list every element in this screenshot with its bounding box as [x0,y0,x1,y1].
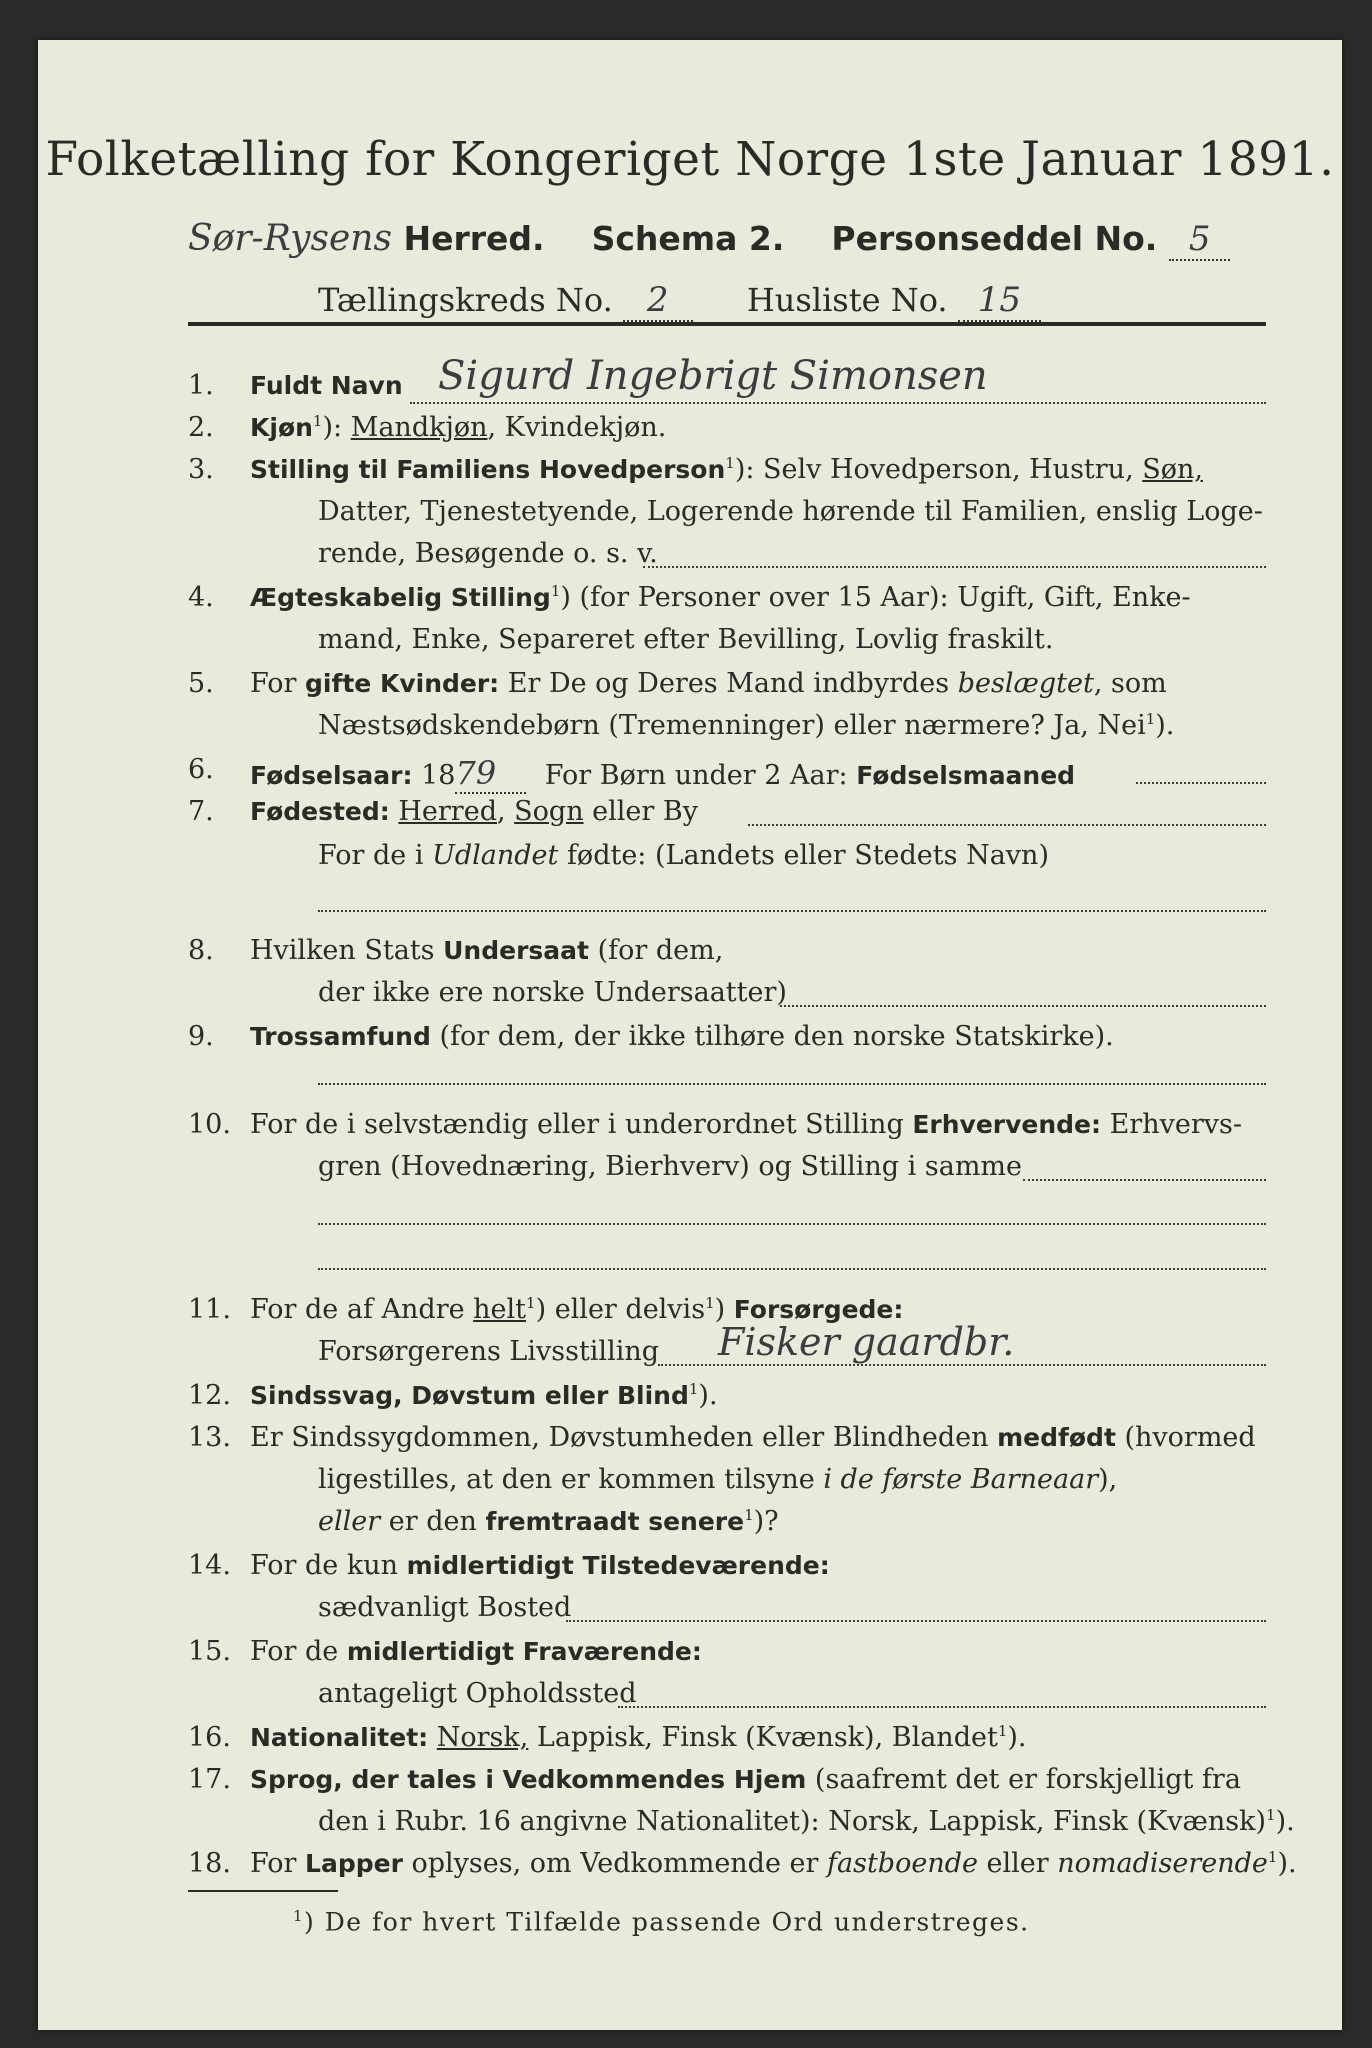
header-line-herred [188,218,1230,259]
text: ) (for Personer over 15 Aar): Ugift, Gift, Enke- [560,582,1191,613]
dotted-line [566,1620,1266,1622]
option-helt: helt [473,1294,527,1325]
footnote-mark: 1 [705,1294,715,1312]
item-gifte-kvinder-cont [318,710,1174,741]
label-fravaerende: midlertidigt Fraværende: [346,1637,702,1666]
text-beslaegtet: beslægtet [957,668,1094,699]
item-sprog [250,1764,1241,1795]
footnote-mark: 1 [725,454,735,472]
text: ): [322,412,351,443]
header-rule [188,322,1266,326]
husliste-label: Husliste No. [746,281,948,319]
option-norsk: Norsk, [436,1722,529,1753]
text: den i Rubr. 16 angivne Nationalitet): Norsk, Lappisk, Finsk (Kvænsk) [318,1806,1267,1837]
label-sindssvag: Sindssvag, Døvstum eller Blind [250,1381,689,1410]
item-undersaat [250,935,723,966]
label-lapper: Lapper [305,1849,403,1878]
item-fodselsaar [250,754,1075,792]
text: For de af Andre [250,1294,474,1325]
text: ) [714,1294,734,1325]
footnote-mark: 1 [293,1907,305,1925]
item-number: 1. [188,370,214,401]
text: ). [1275,1806,1295,1837]
option-herred: Herred [398,796,497,827]
item-erhverv-cont: gren (Hovednæring, Bierhverv) og Stilling i samme [318,1151,1023,1182]
item-fodested [250,796,698,827]
herred-handwritten: Sør-Rysens [188,218,392,259]
personseddel-label: Personseddel No. [831,219,1158,258]
text: Er Sindssygdommen, Døvstumheden eller Blindheden [250,1422,998,1453]
text: For Børn under 2 Aar: [544,760,857,791]
dotted-line [318,1268,1266,1270]
item-number: 6. [188,754,214,785]
text: (for dem, der ikke tilhøre den norske Statskirke). [430,1021,1114,1052]
forsorger-livsstilling-value: Fisker gaardbr. [718,1320,1015,1364]
item-number: 8. [188,935,214,966]
footnote [293,1907,1030,1936]
label-undersaat: Undersaat [443,936,589,965]
item-medfodt-cont2 [318,1506,779,1537]
text: er den [380,1506,486,1537]
text: (saafremt det er forskjelligt fra [806,1764,1241,1795]
footnote-mark: 1 [312,412,323,430]
item-number: 12. [188,1380,231,1411]
herred-label: Herred. [403,219,545,258]
footnote-mark: 1 [1145,710,1156,728]
item-number: 16. [188,1722,231,1753]
item-trossamfund [250,1021,1114,1052]
item-number: 4. [188,582,214,613]
dotted-line [658,1364,1266,1366]
item-number: 2. [188,412,214,443]
label-kjon: Kjøn [250,413,313,442]
option-son: Søn, [1142,454,1203,485]
text: ligestilles, at den er kommen tilsyne [318,1464,824,1495]
item-fodested-cont [318,840,1049,871]
item-number: 7. [188,796,214,827]
text: fødte: (Landets eller Stedets Navn) [558,840,1049,871]
text: ): Selv Hovedperson, Hustru, [734,454,1143,485]
fodselsaar-value: 79 [455,754,526,794]
text: For de i selvstændig eller i underordnet Stilling [250,1109,913,1140]
footnote-mark: 1 [744,1506,754,1524]
item-nationalitet [250,1722,1026,1753]
item-kjon [250,412,666,443]
item-number: 11. [188,1294,231,1325]
item-aegteskab [250,582,1191,613]
item-number: 3. [188,454,214,485]
text: ). [1155,710,1175,741]
dotted-line [318,1083,1266,1085]
text: , [496,796,515,827]
item-sindssvag [250,1380,718,1411]
label-nationalitet: Nationalitet: [250,1723,429,1752]
footnote-rule [188,1890,338,1892]
item-fuldt-navn [250,370,403,401]
personseddel-number: 5 [1169,219,1231,261]
text: ) eller delvis [535,1294,706,1325]
husliste-number: 15 [958,280,1041,322]
item-number: 10. [188,1109,231,1140]
text: fastboende [827,1848,978,1879]
footnote-mark: 1 [526,1294,536,1312]
footnote-mark: 1 [688,1380,699,1398]
dotted-line [318,910,1266,912]
dotted-line [318,1223,1266,1225]
label-aegteskab: Ægteskabelig Stilling [250,583,551,612]
text: oplyses, om Vedkommende er [402,1848,827,1879]
label-fodselsaar: Fødselsaar: [250,761,413,790]
option-sogn: Sogn [514,796,584,827]
text: For de kun [250,1550,407,1581]
dotted-line [643,566,1266,568]
footnote-mark: 1 [1267,1848,1278,1866]
text: eller [318,1506,381,1537]
footnote-mark: 1 [997,1722,1008,1740]
item-number: 9. [188,1021,214,1052]
item-medfodt-cont [318,1464,1117,1495]
item-stilling-cont: Datter, Tjenestetyende, Logerende hørende til Familien, enslig Loge- [318,496,1263,527]
footnote-mark: 1 [1266,1806,1276,1824]
label-forsorgede: Forsørgede: [733,1295,904,1324]
text: ), [1098,1464,1118,1495]
label-fuldt-navn: Fuldt Navn [250,371,403,400]
text: Lappisk, Finsk (Kvænsk), Blandet [528,1722,998,1753]
label-trossamfund: Trossamfund [250,1022,431,1051]
item-medfodt [250,1422,1256,1453]
label-stilling: Stilling til Familiens Hovedperson [250,455,726,484]
label-erhvervende: Erhvervende: [912,1110,1102,1139]
footnote-text: ) De for hvert Tilfælde passende Ord understreges. [304,1907,1030,1937]
text: Næstsødskendebørn (Tremenninger) eller nærmere? Ja, Nei [318,710,1146,741]
label-fodselsmaaned: Fødselsmaaned [856,761,1076,790]
item-fravaerende-cont: antageligt Opholdssted [318,1678,637,1709]
item-tilstede [250,1550,830,1581]
item-stilling-cont2: rende, Besøgende o. s. v. [318,538,658,569]
text: ). [698,1380,718,1411]
item-gifte-kvinder [250,668,1167,699]
schema-label: Schema 2. [591,219,785,258]
dotted-line [410,402,1266,404]
text: Er De og Deres Mand indbyrdes [499,668,958,699]
text: ). [1007,1722,1027,1753]
text: nomadiserende [1057,1848,1268,1879]
item-fravaerende [250,1636,702,1667]
item-number: 5. [188,668,214,699]
census-form-page [38,40,1342,2030]
text: For [250,668,306,699]
item-number: 14. [188,1550,231,1581]
item-number: 18. [188,1848,231,1879]
item-number: 17. [188,1764,231,1795]
item-lapper [250,1848,1297,1879]
kreds-label: Tællingskreds No. [318,281,613,319]
text: ). [1277,1848,1297,1879]
item-erhverv [250,1109,1242,1140]
dotted-line [748,824,1266,826]
header-line-kreds [318,280,1041,320]
text: )? [753,1506,779,1537]
fuldt-navn-value: Sigurd Ingebrigt Simonsen [438,353,988,399]
dotted-line [780,1005,1266,1007]
dotted-line [1136,782,1266,784]
label-fodested: Fødested: [250,797,390,826]
text: 18 [412,760,456,791]
label-fremtraadt: fremtraadt senere [485,1507,745,1536]
dotted-line [1023,1179,1266,1181]
text: , Kvindekjøn. [487,412,667,443]
item-number: 13. [188,1422,231,1453]
footnote-mark: 1 [550,582,561,600]
kreds-number: 2 [623,280,693,322]
dotted-line [618,1706,1266,1708]
text: For [250,1848,306,1879]
label-sprog: Sprog, der tales i Vedkommendes Hjem [250,1765,807,1794]
label-tilstede: midlertidigt Tilstedeværende: [406,1551,830,1580]
text: (hvormed [1115,1422,1256,1453]
text: (for dem, [588,935,724,966]
text: Erhvervs- [1101,1109,1242,1140]
text: For de i [318,840,433,871]
text-udlandet: Udlandet [432,840,559,871]
item-aegteskab-cont: mand, Enke, Separeret efter Bevilling, Lovlig fraskilt. [318,624,1054,655]
text: eller [977,1848,1058,1879]
text: , som [1093,668,1167,699]
label-gifte-kvinder: gifte Kvinder: [305,669,500,698]
item-tilstede-cont: sædvanligt Bosted [318,1592,572,1623]
item-stilling [250,454,1203,485]
item-sprog-cont [318,1806,1295,1837]
label-medfodt: medfødt [997,1423,1116,1452]
text: i de første Barneaar [823,1464,1099,1495]
text: eller By [583,796,698,827]
item-forsorgede-cont: Forsørgerens Livsstilling [318,1336,660,1367]
item-undersaat-cont: der ikke ere norske Undersaatter) [318,977,787,1008]
item-number: 15. [188,1636,231,1667]
text: Hvilken Stats [250,935,444,966]
option-mandkjon: Mandkjøn [350,412,488,443]
text: For de [250,1636,347,1667]
form-title: Folketælling for Kongeriget Norge 1ste Januar 1891. [45,132,1335,187]
